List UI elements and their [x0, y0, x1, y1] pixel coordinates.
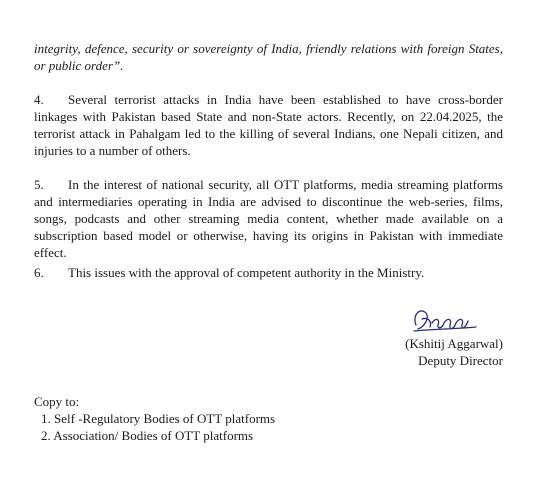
- paragraph-number: 4.: [34, 92, 44, 107]
- paragraph-4: [34, 91, 503, 159]
- paragraph-text: This issues with the approval of competent authority in the Ministry.: [68, 265, 425, 280]
- signatory-designation: Deputy Director: [418, 353, 503, 368]
- paragraph-number: 5.: [34, 177, 44, 192]
- copy-to-heading: Copy to:: [34, 394, 80, 409]
- copy-to-list: [34, 410, 275, 444]
- paragraph-number: 6.: [34, 265, 44, 280]
- paragraph-text: In the interest of national security, all OTT platforms, media streaming platforms and intermediaries operating in India are advised to discontinue the web-series, films, songs, podcasts and other streaming media content, whether made available on a subscription based model or otherwise, having its origins in Pakistan with immediate effect.: [34, 177, 503, 260]
- continuation-text: integrity, defence, security or sovereignty of India, friendly relations with foreign States, or public order”.: [34, 41, 503, 73]
- handwritten-signature: [410, 305, 480, 333]
- list-item: 2. Association/ Bodies of OTT platforms: [41, 428, 254, 443]
- paragraph-5: [34, 176, 503, 261]
- paragraph-6: [34, 264, 503, 281]
- list-item: 1. Self -Regulatory Bodies of OTT platforms: [41, 411, 276, 426]
- signatory-name: (Kshitij Aggarwal): [405, 336, 503, 351]
- paragraph-text: Several terrorist attacks in India have been established to have cross-border linkages with Pakistan based State and non-State actors. Recently, on 22.04.2025, the terrorist attack in Pahalgam led to the killing of several Indians, one Nepali citizen, and injuries to a number of others.: [34, 92, 503, 158]
